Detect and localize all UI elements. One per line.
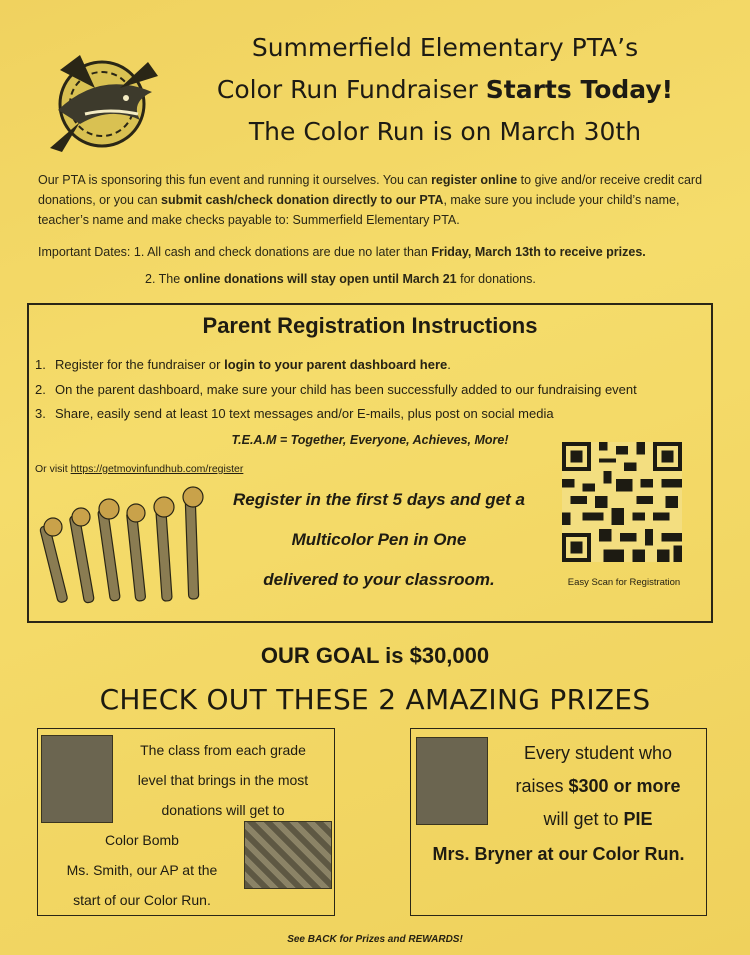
step-1: 1. Register for the fundraiser or login to your parent dashboard here. (35, 357, 451, 372)
important-dates-2 (145, 272, 536, 286)
intro-text-1: Our PTA is sponsoring this fun event and running it ourselves. You can (38, 173, 432, 187)
footer-note: See BACK for Prizes and REWARDS! (287, 934, 463, 945)
shark-logo-icon (40, 40, 165, 165)
prize-1-line-1: The class from each grade (140, 742, 306, 758)
title-starts-today: Starts Today! (485, 75, 674, 104)
title-line-3: The Color Run is on March 30th (248, 117, 642, 146)
prize-2-line-1: Every student who (523, 743, 673, 763)
mrs-bryner-photo (416, 737, 488, 825)
prize-2-line-3: will get to PIE (543, 809, 653, 829)
prize-1-line-2: level that brings in the most (137, 772, 309, 788)
prize-box-1 (37, 728, 335, 916)
visit-label: Or visit (35, 463, 71, 475)
prize-2-line-4: Mrs. Bryner at our Color Run. (432, 844, 685, 864)
ms-smith-photo (41, 735, 113, 823)
dates-2-pre: 2. The (145, 272, 184, 286)
color-bomb-photo (244, 821, 332, 889)
prize-2-line-2: raises $300 or more (515, 776, 681, 796)
prize-1-line-3: donations will get to (161, 802, 285, 818)
important-dates-1 (38, 242, 718, 262)
intro-register-online: register online (431, 173, 518, 187)
promo-line-3: delivered to your classroom. (263, 570, 495, 589)
pens-image (39, 485, 219, 615)
intro-text-2: to give and/or receive credit card donations, or you can (38, 173, 703, 207)
prize-1-line-4: Color Bomb (105, 832, 179, 848)
prize-1-text-bottom (42, 825, 242, 915)
dates-2-post: for donations. (456, 272, 536, 286)
prize-1-line-5: Ms. Smith, our AP at the (66, 862, 218, 878)
intro-text-3: , make sure you include your child’s name, teacher’s name and make checks payable to: Summerfield Elementary PTA. (38, 193, 680, 227)
goal-heading: OUR GOAL is $30,000 (260, 643, 490, 668)
prize-2-text-top (493, 737, 703, 836)
step-2: 2. On the parent dashboard, make sure your child has been successfully added to our fundraising event (35, 382, 637, 397)
promo-line-1: Register in the first 5 days and get a (233, 490, 525, 509)
dates-deadline-2: online donations will stay open until March 21 (183, 272, 457, 286)
promo-line-2: Multicolor Pen in One (291, 530, 467, 549)
dates-deadline-1: Friday, March 13th to receive prizes. (431, 245, 646, 259)
register-url-link[interactable]: https://getmovinfundhub.com/register (70, 463, 244, 475)
prize-box-2 (410, 728, 707, 916)
visit-line (35, 463, 243, 475)
dates-label: Important Dates: 1. All cash and check donations are due no later than (38, 245, 432, 259)
step-3: 3. Share, easily send at least 10 text messages and/or E-mails, plus post on social media (35, 406, 554, 421)
intro-submit-cash: submit cash/check donation directly to our PTA (161, 193, 444, 207)
step-3-text: Share, easily send at least 10 text messages and/or E-mails, plus post on social media (55, 406, 554, 421)
title-line-2-text: Color Run Fundraiser (216, 75, 486, 104)
title-line-1: Summerfield Elementary PTA’s (251, 33, 639, 62)
title-line-2 (175, 75, 715, 104)
prize-1-text-top (118, 735, 328, 825)
login-dashboard-link[interactable]: login to your parent dashboard here (224, 357, 448, 372)
intro-paragraph (38, 170, 708, 230)
qr-code-icon[interactable] (562, 442, 682, 562)
team-motto: T.E.A.M = Together, Everyone, Achieves, More! (231, 433, 509, 447)
step-2-text: On the parent dashboard, make sure your child has been successfully added to our fundraising event (55, 382, 637, 397)
registration-box (27, 303, 713, 623)
qr-caption: Easy Scan for Registration (567, 577, 681, 588)
step-1-text: Register for the fundraiser or (55, 357, 225, 372)
registration-heading: Parent Registration Instructions (202, 313, 538, 338)
prize-1-line-6: start of our Color Run. (73, 892, 211, 908)
prizes-heading: CHECK OUT THESE 2 AMAZING PRIZES (99, 683, 651, 716)
